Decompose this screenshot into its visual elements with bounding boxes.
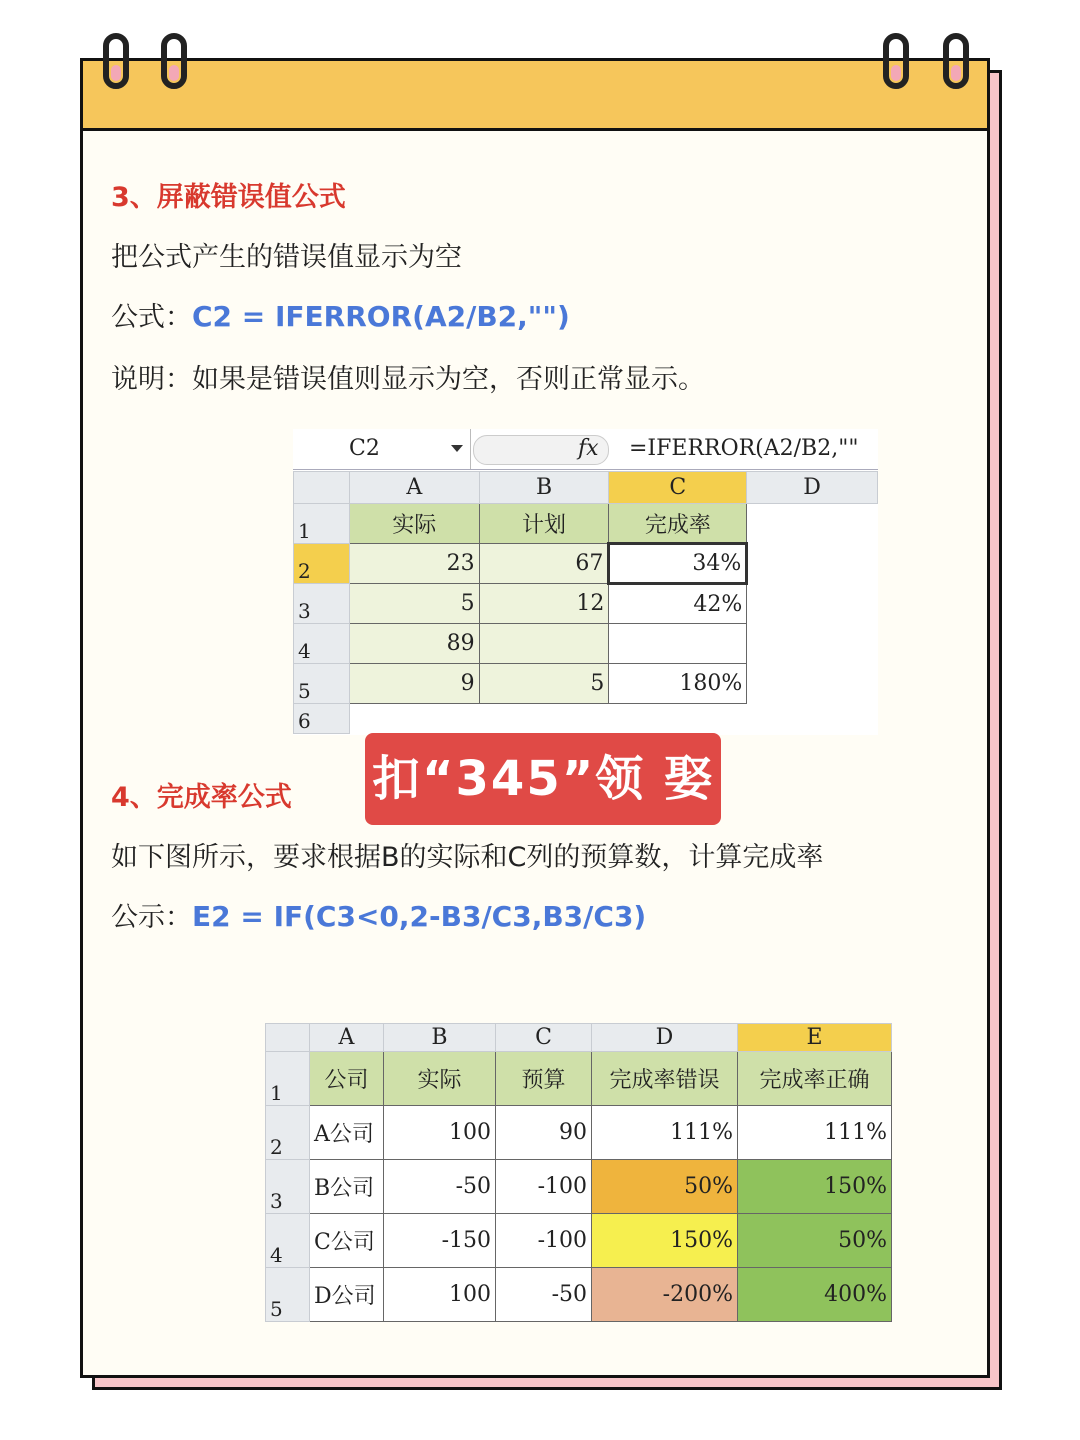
table-cell[interactable]: 67 [479, 544, 609, 584]
column-header[interactable]: A [349, 472, 479, 504]
fx-icon[interactable]: fx [578, 436, 599, 461]
row-header[interactable]: 3 [294, 584, 350, 624]
empty-cell [747, 504, 878, 544]
dropdown-arrow-icon[interactable] [451, 445, 463, 452]
table-cell[interactable]: 12 [479, 584, 609, 624]
section3-formula: C2 = IFERROR(A2/B2,"") [192, 300, 570, 333]
sheet2-grid [265, 1023, 892, 1322]
table-cell[interactable]: 5 [479, 664, 609, 704]
section4-formula-line [111, 895, 646, 934]
table-cell[interactable]: B公司 [310, 1160, 384, 1214]
table-cell[interactable] [479, 624, 609, 664]
empty-cell [609, 704, 747, 734]
table-cell[interactable]: 111% [738, 1106, 892, 1160]
empty-cell [747, 664, 878, 704]
column-header[interactable]: E [738, 1024, 892, 1052]
table-cell[interactable]: 100 [384, 1268, 496, 1322]
binder-ring-icon [883, 33, 909, 89]
formula-bar [293, 429, 878, 470]
column-header[interactable]: A [310, 1024, 384, 1052]
empty-cell [747, 704, 878, 734]
column-header[interactable]: D [592, 1024, 738, 1052]
select-all-corner[interactable] [266, 1024, 310, 1052]
table-cell[interactable]: 实际 [349, 504, 479, 544]
row-header[interactable]: 4 [266, 1214, 310, 1268]
section3-title: 3、屏蔽错误值公式 [111, 182, 346, 213]
empty-cell [349, 704, 479, 734]
table-cell[interactable]: 完成率正确 [738, 1052, 892, 1106]
table-cell[interactable]: 90 [496, 1106, 592, 1160]
table-cell[interactable]: 42% [609, 584, 747, 624]
column-header[interactable]: B [479, 472, 609, 504]
name-box[interactable]: C2 [293, 429, 471, 469]
table-cell[interactable]: 400% [738, 1268, 892, 1322]
row-header[interactable]: 2 [266, 1106, 310, 1160]
table-cell[interactable]: A公司 [310, 1106, 384, 1160]
section4-formula: E2 = IF(C3<0,2-B3/C3,B3/C3) [192, 900, 647, 933]
table-cell[interactable]: -50 [384, 1160, 496, 1214]
table-cell[interactable]: 5 [349, 584, 479, 624]
table-cell[interactable]: 23 [349, 544, 479, 584]
formula-label: 公示： [111, 902, 192, 933]
spreadsheet-1 [293, 429, 878, 735]
empty-cell [479, 704, 609, 734]
note-card [80, 58, 990, 1378]
table-cell[interactable]: 完成率错误 [592, 1052, 738, 1106]
table-cell[interactable]: 实际 [384, 1052, 496, 1106]
select-all-corner[interactable] [294, 472, 350, 504]
card-header-bar [83, 61, 987, 131]
table-cell[interactable]: -50 [496, 1268, 592, 1322]
table-cell[interactable]: 计划 [479, 504, 609, 544]
column-header[interactable]: D [747, 472, 878, 504]
table-cell[interactable]: 180% [609, 664, 747, 704]
table-cell[interactable]: 公司 [310, 1052, 384, 1106]
column-header[interactable]: C [496, 1024, 592, 1052]
formula-bar-text[interactable]: =IFERROR(A2/B2,"" [629, 436, 859, 461]
section3-desc: 把公式产生的错误值显示为空 [111, 242, 462, 273]
table-cell[interactable]: 100 [384, 1106, 496, 1160]
column-header[interactable]: B [384, 1024, 496, 1052]
table-cell[interactable]: 预算 [496, 1052, 592, 1106]
empty-cell [747, 584, 878, 624]
empty-cell [747, 544, 878, 584]
table-cell[interactable]: D公司 [310, 1268, 384, 1322]
table-cell[interactable]: 150% [738, 1160, 892, 1214]
row-header[interactable]: 6 [294, 704, 350, 734]
table-cell[interactable]: 50% [738, 1214, 892, 1268]
row-header[interactable]: 5 [266, 1268, 310, 1322]
binder-ring-icon [943, 33, 969, 89]
table-cell[interactable] [609, 624, 747, 664]
table-cell[interactable]: 150% [592, 1214, 738, 1268]
formula-label: 公式： [111, 302, 192, 333]
row-header[interactable]: 2 [294, 544, 350, 584]
table-cell[interactable]: -100 [496, 1214, 592, 1268]
row-header[interactable]: 1 [294, 504, 350, 544]
table-cell[interactable]: -150 [384, 1214, 496, 1268]
empty-cell [747, 624, 878, 664]
row-header[interactable]: 1 [266, 1052, 310, 1106]
section3-formula-line [111, 295, 570, 334]
table-cell[interactable]: -100 [496, 1160, 592, 1214]
sheet1-grid [293, 471, 878, 734]
table-cell[interactable]: 89 [349, 624, 479, 664]
active-cell[interactable]: 34% [609, 544, 747, 584]
table-cell[interactable]: 50% [592, 1160, 738, 1214]
promo-banner: 扣“345”领 娶 [365, 733, 721, 825]
table-cell[interactable]: -200% [592, 1268, 738, 1322]
column-header[interactable]: C [609, 472, 747, 504]
binder-ring-icon [161, 33, 187, 89]
row-header[interactable]: 5 [294, 664, 350, 704]
table-cell[interactable]: 111% [592, 1106, 738, 1160]
section4-desc: 如下图所示，要求根据B的实际和C列的预算数，计算完成率 [111, 842, 824, 873]
section3-note: 说明：如果是错误值则显示为空，否则正常显示。 [111, 364, 705, 395]
section4-title: 4、完成率公式 [111, 782, 292, 813]
table-cell[interactable]: C公司 [310, 1214, 384, 1268]
table-cell[interactable]: 完成率 [609, 504, 747, 544]
row-header[interactable]: 4 [294, 624, 350, 664]
binder-ring-icon [103, 33, 129, 89]
row-header[interactable]: 3 [266, 1160, 310, 1214]
table-cell[interactable]: 9 [349, 664, 479, 704]
